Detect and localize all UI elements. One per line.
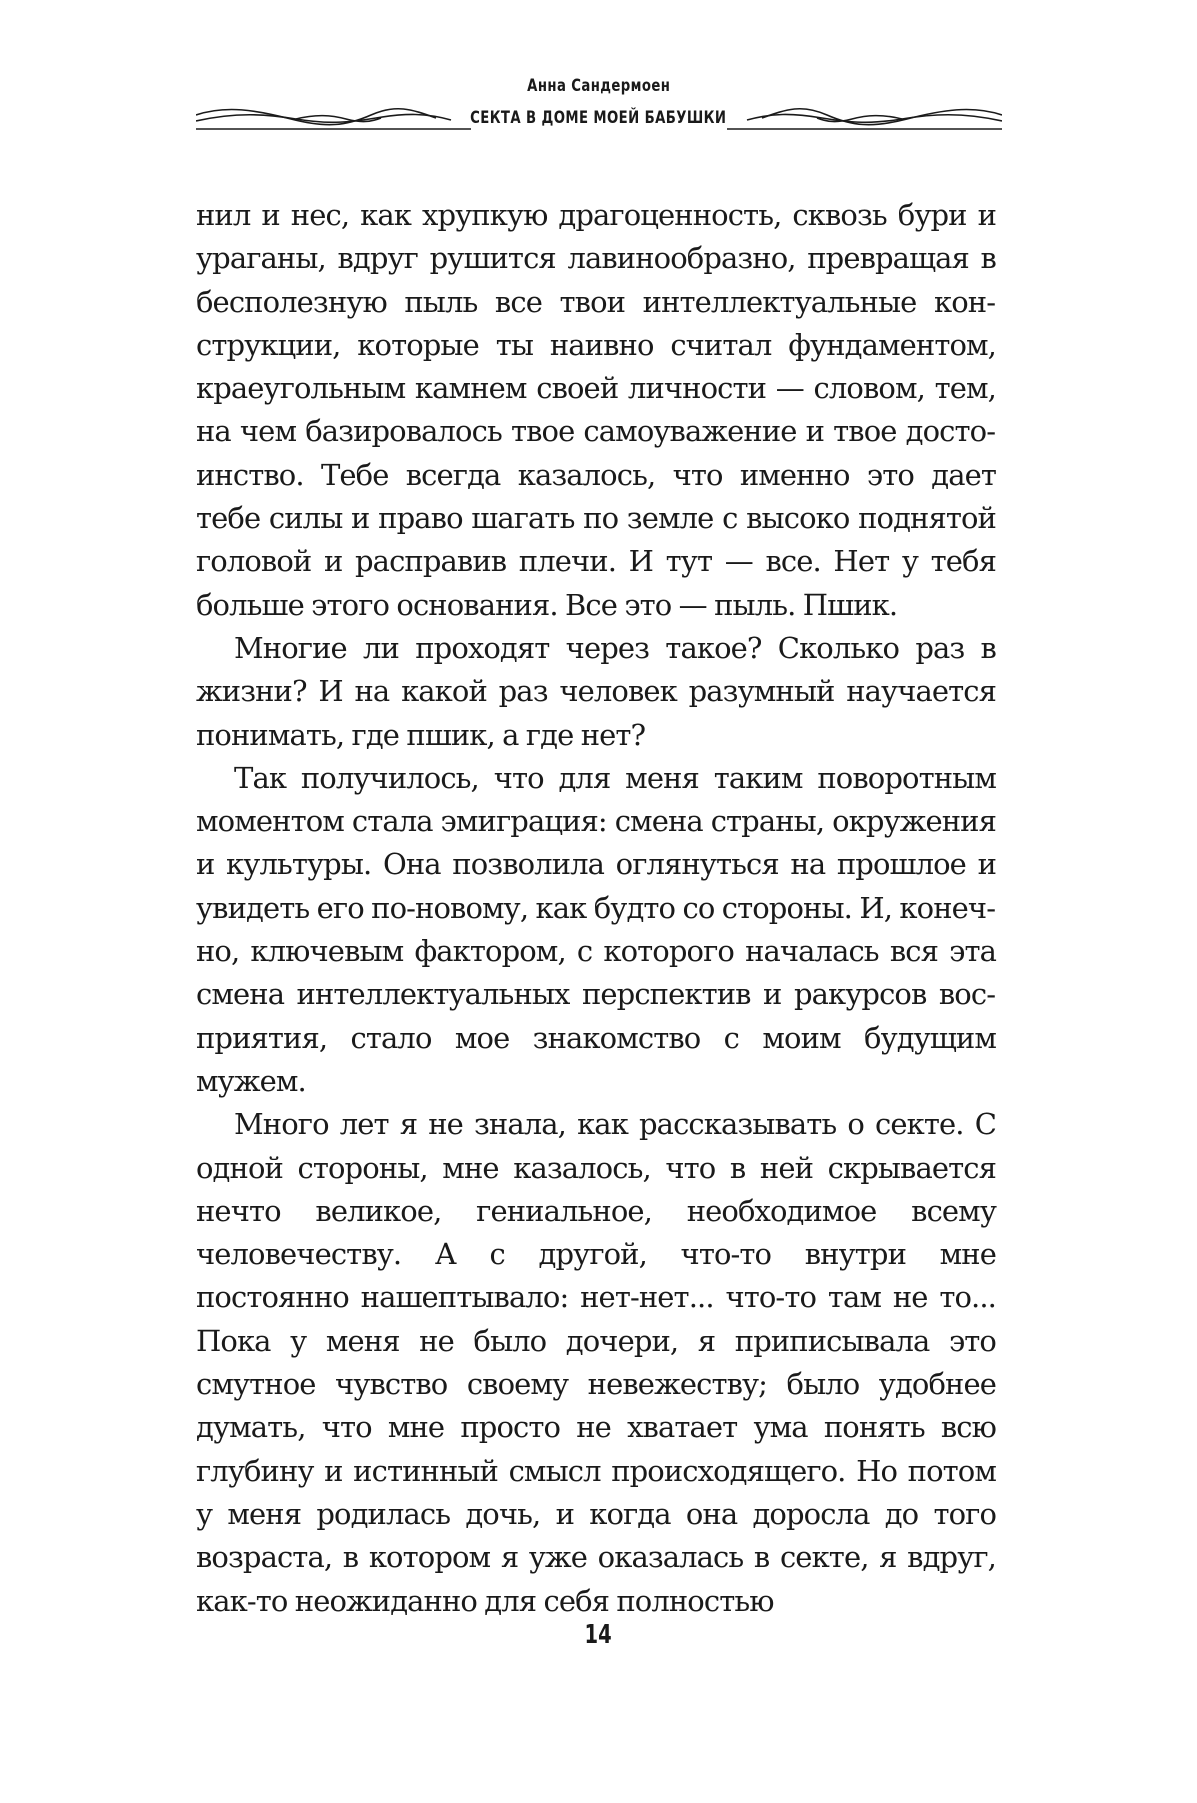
paragraph-continuation: нил и нес, как хрупкую драгоценность, сквозь бури и ураганы, вдруг рушится лавинообразно, превращая в бесполезную пыль все твои интеллектуальные конструкции, которые ты наивно считал фундаментом, краеугольным камнем своей личности — словом, тем, на чем базировалось твое самоуважение и твое достоинство. Тебе всегда казалось, что именно это дает тебе силы и право шагать по земле с высоко поднятой головой и расправив плечи. И тут — все. Нет у тебя больше этого основания. Все это — пыль. Пшик. xyxy=(196,198,996,622)
header-title-row xyxy=(0,106,1197,134)
paragraph: Много лет я не знала, как рассказывать о секте. С одной стороны, мне казалось, что в ней скрывается нечто великое, гениальное, необходимое всему человечеству. А с другой, что-то внутри мне постоянно нашептывало: нет-нет... что-то там не то... Пока у меня не было дочери, я приписывала это смутное чувство своему невежеству; было удобнее думать, что мне просто не хватает ума понять всю глубину и истинный смысл происходящего. Но потом у меня родилась дочь, и когда она доросла до того возраста, в котором я уже оказалась в секте, я вдруг, как-то неожиданно для себя полностью xyxy=(196,1107,996,1618)
paragraph: Многие ли проходят через такое? Сколько раз в жизни? И на какой раз человек разумный научается понимать, где пшик, а где нет? xyxy=(196,630,996,752)
header-right-ornament-icon xyxy=(727,106,1002,134)
header-book-title: СЕКТА В ДОМЕ МОЕЙ БАБУШКИ xyxy=(470,108,727,128)
paragraph: Так получилось, что для меня таким поворотным моментом стала эмиграция: смена страны, окружения и культуры. Она позволила оглянуться на прошлое и увидеть его по-новому, как будто со стороны. И, конечно, ключевым фактором, с которого началась вся эта смена интеллектуальных перспектив и ракурсов восприятия, стало мое знакомство с моим будущим мужем. xyxy=(196,760,996,1098)
page-number xyxy=(0,1620,1197,1650)
page-number-label: 14 xyxy=(584,1620,613,1650)
header-author: Анна Сандермоен xyxy=(526,76,671,96)
page-body xyxy=(196,194,996,1623)
running-header xyxy=(0,76,1197,134)
